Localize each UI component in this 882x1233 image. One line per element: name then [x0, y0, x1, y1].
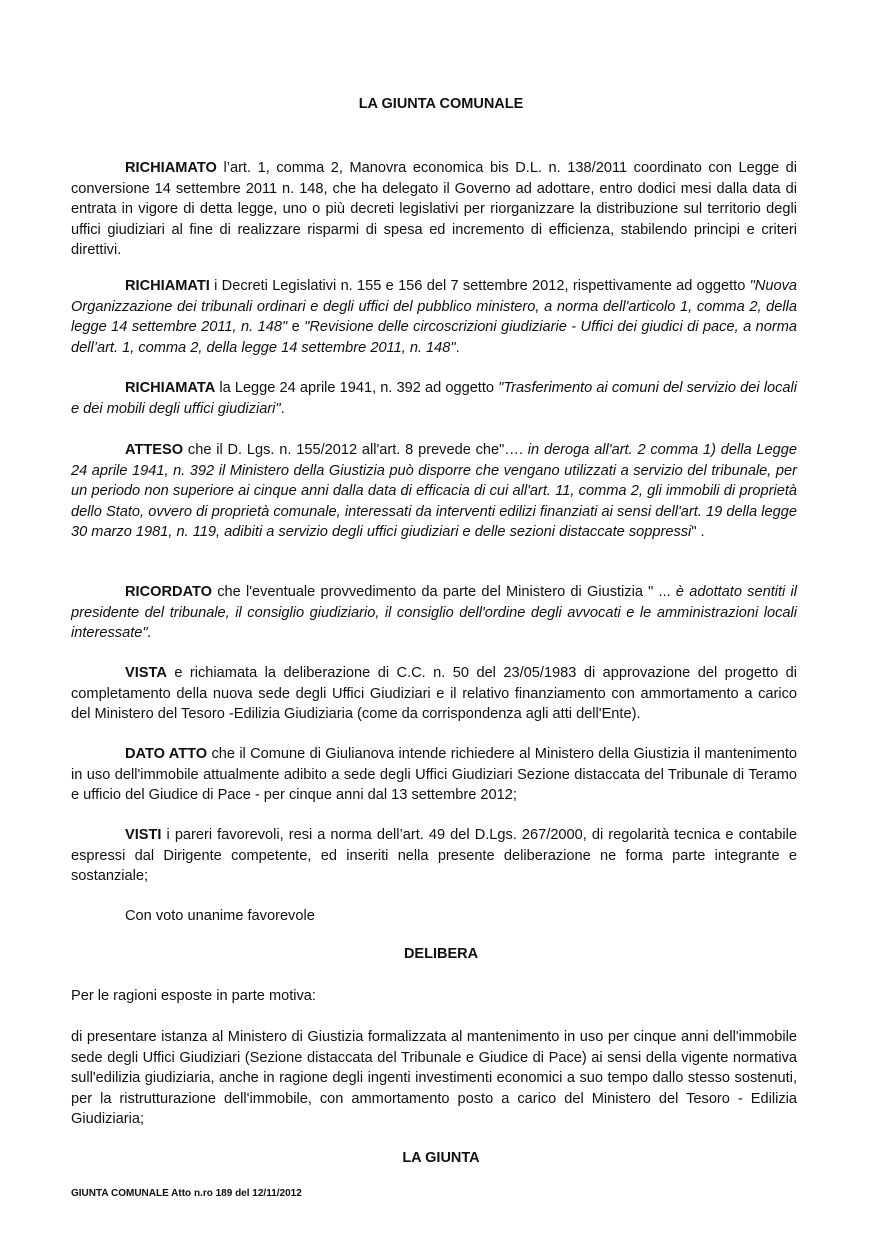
paragraph-richiamato	[71, 158, 797, 261]
paragraph-lead: RICHIAMATI	[125, 278, 210, 294]
paragraph-dato-atto	[71, 744, 797, 806]
closing-heading: LA GIUNTA	[402, 1150, 480, 1166]
paragraph-text: l’art. 1, comma 2, Manovra economica bis D.L. n. 138/2011 coordinato con Legge di conversione 14 settembre 2011 n. 148, che ha delegato il Governo ad adottare, entro dodici mesi dalla data di entrata in vigore di detta legge, uno o più decreti legislativi per riorganizzare la distribuzione sul territorio degli uffici giudiziari al fine di realizzare risparmi di spesa ed incremento di efficienza, stabilendo principi e criteri direttivi.	[71, 160, 797, 259]
paragraph-visti	[71, 825, 797, 887]
paragraph-text: che l'eventuale provvedimento da parte del Ministero di Giustizia " ...	[212, 584, 676, 600]
paragraph-quote: in deroga all'art. 2 comma 1) della Legge 24 aprile 1941, n. 392 il Ministero della Giustizia può disporre che vengano utilizzati a servizio del tribunale, per un periodo non superiore ai cinque anni dalla data di efficacia di cui all'art. 11, comma 2, gli immobili di proprietà dello Stato, ovvero di proprietà comunale, interessati da interventi edilizi finanziati ai sensi dell'art. 19 della legge 30 marzo 1981, n. 119, adibiti a servizio degli uffici giudiziari e delle sezioni distaccate soppressi	[71, 442, 797, 541]
paragraph-vista	[71, 663, 797, 725]
motive-statement: Per le ragioni esposte in parte motiva:	[71, 988, 316, 1004]
vote-statement: Con voto unanime favorevole	[125, 908, 315, 924]
paragraph-text: " .	[691, 524, 705, 541]
paragraph-text: e	[287, 319, 305, 336]
paragraph-text: che il D. Lgs. n. 155/2012 all'art. 8 prevede che"….	[183, 442, 528, 458]
paragraph-lead: ATTESO	[125, 442, 184, 458]
paragraph-quote: "Nuova Organizzazione dei tribunali ordinari e degli uffici del pubblico ministero, a norma dell'articolo 1, comma 2, della legge 14 settembre 2011, n. 148"	[71, 278, 797, 336]
paragraph-lead: VISTI	[125, 827, 162, 843]
paragraph-lead: RICHIAMATO	[125, 160, 217, 176]
paragraph-text: .	[455, 339, 460, 356]
paragraph-lead: DATO ATTO	[125, 746, 208, 762]
paragraph-richiamati	[71, 276, 797, 358]
paragraph-quote: è adottato sentiti il presidente del tribunale, il consiglio giudiziario, il consiglio dell'ordine degli avvocati e le amministrazioni locali interessate".	[71, 584, 797, 642]
paragraph-quote: "Revisione delle circoscrizioni giudiziarie - Uffici dei giudici di pace, a norma dell’art. 1, comma 2, della legge 14 settembre 2011, n. 148"	[71, 319, 797, 356]
paragraph-text: la Legge 24 aprile 1941, n. 392 ad oggetto	[215, 380, 499, 396]
paragraph-text: .	[280, 400, 285, 417]
paragraph-text: e richiamata la deliberazione di C.C. n. 50 del 23/05/1983 di approvazione del progetto di completamento della nuova sede degli Uffici Giudiziari e il relativo finanziamento con ammortamento a carico del Ministero del Tesoro -Edilizia Giudiziaria (come da corrispondenza agli atti dell'Ente).	[71, 665, 797, 723]
decision-paragraph: di presentare istanza al Ministero di Giustizia formalizzata al mantenimento in uso per cinque anni dell'immobile sede degli Uffici Giudiziari (Sezione distaccata del Tribunale e Giudice di Pace) ai sensi della vigente normativa sull'edilizia giudiziaria, anche in ragione degli ingenti investimenti economici a suo tempo dallo stesso sostenuti, per la ristrutturazione dell'immobile, con ammortamento posto a carico del Ministero del Tesoro - Edilizia Giudiziaria;	[71, 1029, 797, 1128]
paragraph-ricordato	[71, 582, 797, 644]
paragraph-text: i Decreti Legislativi n. 155 e 156 del 7 settembre 2012, rispettivamente ad oggetto	[209, 278, 750, 294]
paragraph-quote: "Trasferimento ai comuni del servizio dei locali e dei mobili degli uffici giudiziari"	[71, 380, 797, 417]
paragraph-text: i pareri favorevoli, resi a norma dell’art. 49 del D.Lgs. 267/2000, di regolarità tecnica e contabile espressi dal Dirigente competente, ed inseriti nella presente deliberazione ne forma parte integrante e sostanziale;	[71, 827, 797, 885]
paragraph-lead: VISTA	[125, 665, 167, 681]
paragraph-lead: RICHIAMATA	[125, 380, 216, 396]
paragraph-lead: RICORDATO	[125, 584, 213, 600]
paragraph-richiamata	[71, 378, 797, 419]
page-footer: GIUNTA COMUNALE Atto n.ro 189 del 12/11/2012	[71, 1188, 302, 1199]
page-title: LA GIUNTA COMUNALE	[358, 96, 524, 112]
paragraph-atteso	[71, 440, 797, 543]
delibera-heading: DELIBERA	[403, 946, 479, 962]
paragraph-text: che il Comune di Giulianova intende richiedere al Ministero della Giustizia il mantenimento in uso dell'immobile attualmente adibito a sede degli Uffici Giudiziari Sezione distaccata del Tribunale di Teramo e ufficio del Giudice di Pace - per cinque anni dal 13 settembre 2012;	[71, 746, 798, 804]
